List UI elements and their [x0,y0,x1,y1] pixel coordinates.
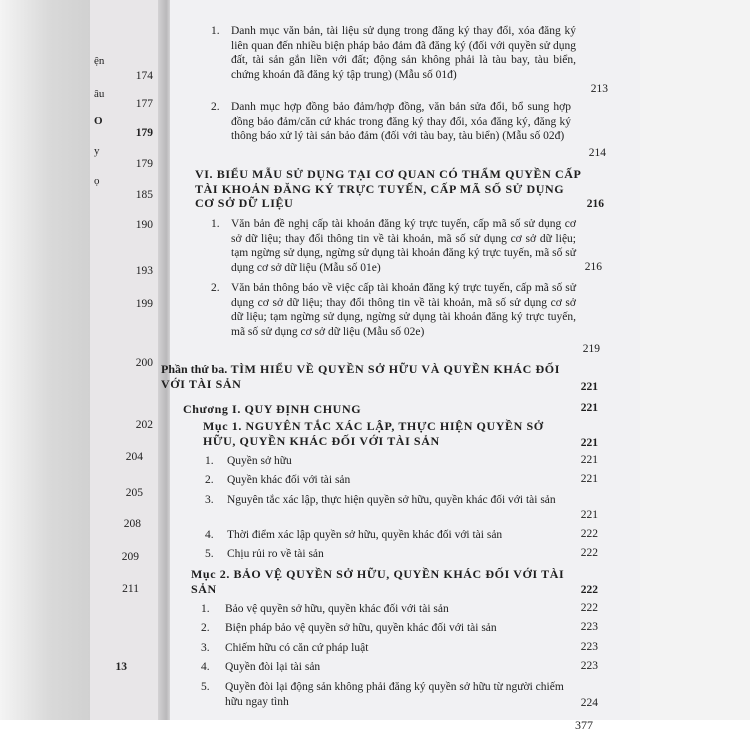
entry-page: 216 [584,261,602,273]
left-page-number: 200 [135,357,153,369]
entry-text: Chiếm hữu có căn cứ pháp luật [225,642,369,654]
toc-entry [201,680,596,709]
toc-entry [205,473,600,488]
left-fragment: ện [94,55,105,67]
toc-entry [205,547,600,562]
entry-page: 222 [580,547,598,559]
entry-text: Biện pháp bảo vệ quyền sở hữu, quyền khác đối với tài sản [225,622,497,634]
footer-page-number: 377 [575,718,593,732]
toc-entry [205,493,600,508]
entry-page: 213 [590,83,608,95]
left-page-number: 205 [125,487,143,499]
left-page-number: 211 [122,583,139,595]
toc-entry [201,660,596,675]
part-title: TÌM HIỂU VỀ QUYỀN SỞ HỮU VÀ QUYỀN KHÁC ĐỐI VỚI TÀI SẢN [161,362,560,391]
toc-entry [201,621,596,636]
left-page-number: 199 [135,298,153,310]
entry-text: Văn bản thông báo về việc cấp tài khoản đăng ký trực tuyến, cấp mã số sử dụng cơ sở dữ liệu; thay đổi thông tin về tài khoản, mã số sử dụng cơ sở dữ liệu; tạm ngừng sử dụng, ngừng sử dụng tài khoản đăng ký trực tuyến, mã số sử dụng cơ sở dữ liệu (Mẫu số 02e) [231,282,576,338]
left-page-number: 177 [135,98,153,110]
entry-number: 5. [205,548,214,560]
left-fragment: O [94,115,103,127]
entry-number: 2. [211,282,220,294]
toc-entry [201,641,596,656]
entry-number: 2. [205,474,214,486]
entry-page: 223 [580,660,598,672]
entry-page: 214 [588,147,606,159]
left-fragment: ọ [94,175,100,187]
toc-entry [205,528,600,543]
entry-text: Chịu rủi ro về tài sản [227,548,324,560]
subsection-title: Mục 1. NGUYÊN TẮC XÁC LẬP, THỰC HIỆN QUYỀN SỞ HỮU, QUYỀN KHÁC ĐỐI VỚI TÀI SẢN [203,419,544,448]
entry-text: Bảo vệ quyền sở hữu, quyền khác đối với tài sản [225,603,449,615]
subsection-heading [203,419,573,448]
left-page-number: 208 [123,518,141,530]
entry-text: Quyền khác đối với tài sản [227,474,351,486]
toc-entry [201,602,596,617]
entry-text: Quyền sở hữu [227,455,292,467]
entry-number: 1. [205,455,214,467]
chapter-page: 221 [580,402,598,414]
toc-entry [205,454,600,469]
entry-text: Thời điểm xác lập quyền sở hữu, quyền khác đối với tài sản [227,529,503,541]
left-shadow [0,0,100,750]
left-page [90,0,165,720]
chapter-title: Chương I. QUY ĐỊNH CHUNG [183,402,362,416]
toc-entry [211,100,590,144]
section-heading-text: VI. BIỂU MẪU SỬ DỤNG TẠI CƠ QUAN CÓ THẨM QUYỀN CẤP TÀI KHOẢN ĐĂNG KÝ TRỰC TUYẾN, CẤP MÃ SỐ SỬ DỤNG CƠ SỞ DỮ LIỆU [195,167,581,210]
entry-number: 1. [211,25,220,37]
left-page-number: 202 [135,419,153,431]
section-heading [195,167,585,211]
left-page-number: 179 [135,127,153,139]
entry-text: Văn bản đề nghị cấp tài khoản đăng ký trực tuyến, cấp mã số sử dụng cơ sở dữ liệu; thay đổi thông tin về tài khoản, mã số sử dụng cơ sở dữ liệu; tạm ngừng sử dụng, ngừng sử dụng tài khoản đăng ký trực tuyến, mã số sử dụng cơ sở dữ liệu (Mẫu số 01e) [231,218,576,274]
subsection-page: 221 [580,437,598,449]
left-page-number: 204 [125,451,143,463]
entry-page: 221 [580,473,598,485]
left-page-number: 193 [135,265,153,277]
entry-page: 219 [582,343,600,355]
entry-page: 222 [580,602,598,614]
left-page-number: 179 [135,158,153,170]
part-heading [161,362,581,391]
left-page-number: 13 [115,661,127,673]
toc-entry [211,281,591,339]
toc-entry [211,217,591,275]
entry-text: Quyền đòi lại động sản không phải đăng ký quyền sở hữu từ người chiếm hữu ngay tình [225,681,564,708]
entry-number: 1. [211,218,220,230]
bottom-edge [0,720,750,750]
table-of-contents [161,0,620,720]
chapter-heading [183,402,573,417]
left-fragment: âu [94,88,105,100]
entry-page: 223 [580,621,598,633]
entry-number: 3. [205,494,214,506]
entry-page: 222 [580,528,598,540]
subsection-heading [191,567,571,596]
part-label: Phần thứ ba. [161,362,228,376]
entry-number: 3. [201,642,210,654]
entry-text: Danh mục văn bản, tài liệu sử dụng trong đăng ký thay đổi, xóa đăng ký liên quan đến nhiều biện pháp bảo đảm đã đăng ký (đối với quyền sử dụng đất, tài sản gắn liền với đất; động sản không phải là tàu bay, tàu biển, chứng khoán đã đăng ký tập trung) (Mẫu số 01đ) [231,25,576,81]
entry-number: 5. [201,681,210,693]
entry-page: 221 [580,454,598,466]
entry-page: 221 [580,509,598,521]
entry-number: 4. [205,529,214,541]
entry-text: Quyền đòi lại tài sản [225,661,321,673]
entry-number: 1. [201,603,210,615]
subsection-page: 222 [580,584,598,596]
entry-text: Danh mục hợp đồng bảo đảm/hợp đồng, văn bản sửa đổi, bổ sung hợp đồng bảo đảm/căn cứ khác trong đăng ký thay đổi, xóa đăng ký, đăng ký thông báo xử lý tài sản bảo đảm (đối với tàu bay, tàu biển) (Mẫu số 02đ) [231,101,571,142]
entry-page: 223 [580,641,598,653]
part-page: 221 [580,381,598,393]
toc-entry [211,24,590,82]
entry-text: Nguyên tắc xác lập, thực hiện quyền sở hữu, quyền khác đối với tài sản [227,494,556,506]
entry-number: 2. [211,101,220,113]
left-page-number: 209 [121,551,139,563]
left-page-number: 174 [135,70,153,82]
entry-number: 4. [201,661,210,673]
entry-page: 224 [580,697,598,709]
left-page-number: 185 [135,189,153,201]
left-page-number: 190 [135,219,153,231]
subsection-title: Mục 2. BẢO VỆ QUYỀN SỞ HỮU, QUYỀN KHÁC ĐỐI VỚI TÀI SẢN [191,567,565,596]
entry-number: 2. [201,622,210,634]
section-page: 216 [586,198,604,210]
left-fragment: y [94,145,100,157]
